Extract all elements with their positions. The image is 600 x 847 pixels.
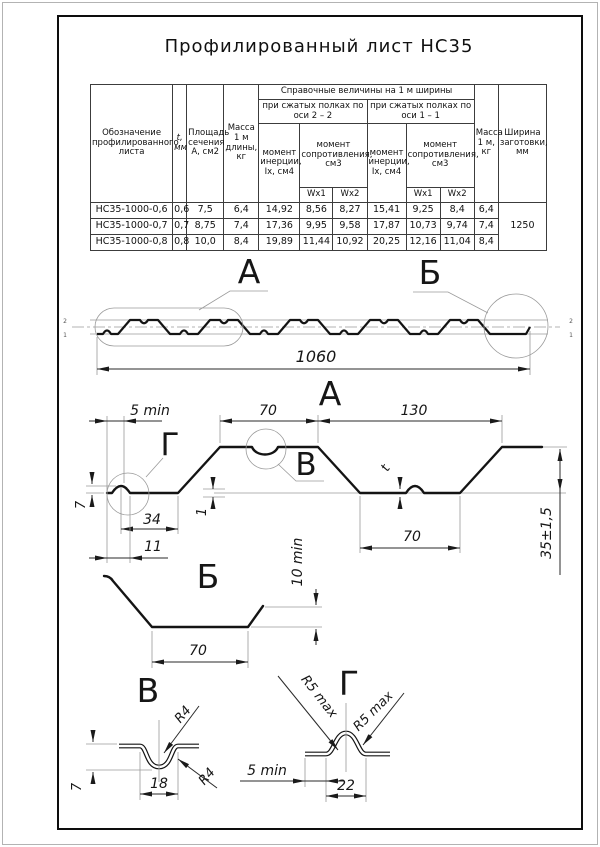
axis-2-label: 2	[63, 318, 67, 325]
header-resistance-22: момент сопротивления, см3	[300, 124, 367, 188]
header-resistance-11: момент сопротивления, см3	[406, 124, 474, 188]
detail-a-leader	[199, 291, 268, 310]
svg-text:130: 130	[400, 403, 428, 419]
svg-text:18: 18	[150, 776, 168, 792]
callout-a-label: А	[237, 252, 261, 291]
header-inertia-11: момент инерции, Iх, см4	[367, 124, 406, 203]
table-cell: 7,5	[187, 203, 224, 219]
bump-profile	[305, 733, 390, 754]
svg-text:5 min: 5 min	[130, 403, 170, 419]
main-profile-view	[63, 252, 573, 375]
table-cell: НС35-1000-0,7	[91, 219, 173, 235]
table-cell: 6,4	[474, 203, 498, 219]
callout-v-label: В	[295, 447, 317, 483]
callout-b-label: Б	[418, 253, 442, 292]
dim-edge-height-10min	[251, 538, 322, 645]
header-reference-group: Справочные величины на 1 м ширины	[259, 85, 474, 100]
table-cell: 9,95	[300, 219, 333, 235]
header-axis-2-2: при сжатых полках по оси 2 – 2	[259, 100, 367, 124]
svg-text:10 min: 10 min	[290, 537, 306, 587]
svg-text:70: 70	[403, 529, 421, 545]
svg-text:35±1,5: 35±1,5	[539, 507, 555, 559]
header-wx2: Wx2	[440, 188, 474, 203]
table-cell: 15,41	[367, 203, 406, 219]
detail-g-view	[240, 664, 404, 802]
table-cell: 10,92	[333, 235, 367, 251]
svg-text:1: 1	[195, 507, 210, 517]
detail-a-view	[74, 374, 567, 575]
detail-g-title: Г	[338, 664, 360, 703]
header-area: Площадь сечения А, см2	[187, 85, 224, 203]
dim-34	[121, 488, 178, 534]
svg-text:70: 70	[189, 643, 207, 659]
dim-height-35	[539, 449, 560, 575]
svg-text:11: 11	[144, 539, 162, 555]
svg-text:5 min: 5 min	[247, 763, 287, 779]
callout-v	[246, 429, 324, 483]
table-cell: 20,25	[367, 235, 406, 251]
radius-callout-r4-bottom	[178, 759, 219, 788]
table-cell: 6,4	[224, 203, 259, 219]
table-cell: 9,25	[406, 203, 440, 219]
header-inertia-22: момент инерции, Iх, см4	[259, 124, 300, 203]
table-cell: 0,6	[173, 203, 187, 219]
axis-1-label: 1	[569, 332, 573, 339]
table-cell: 9,74	[440, 219, 474, 235]
header-axis-1-1: при сжатых полках по оси 1 – 1	[367, 100, 474, 124]
detail-v-view	[70, 671, 219, 800]
header-wx1: Wx1	[406, 188, 440, 203]
detail-b-circle	[484, 294, 548, 358]
table-cell: 7,4	[474, 219, 498, 235]
table-cell: 11,44	[300, 235, 333, 251]
header-wx1: Wx1	[300, 188, 333, 203]
callout-g	[107, 427, 179, 515]
dim-edge-5min	[240, 758, 344, 787]
table-cell: 8,75	[187, 219, 224, 235]
dim-1060	[97, 331, 530, 375]
table-cell: 19,89	[259, 235, 300, 251]
table-cell: 12,16	[406, 235, 440, 251]
detail-a-title: А	[318, 374, 342, 413]
detail-b-leader	[413, 292, 488, 313]
svg-text:34: 34	[143, 512, 161, 528]
table-cell: НС35-1000-0,6	[91, 203, 173, 219]
svg-text:t: t	[378, 462, 394, 475]
dim-depth-7	[70, 730, 93, 791]
dim-thickness-t	[378, 462, 400, 509]
overall-width-dim: 1060	[295, 347, 337, 366]
page-title: Профилированный лист НС35	[164, 36, 474, 57]
header-wx2: Wx2	[333, 188, 367, 203]
svg-text:7: 7	[70, 782, 85, 792]
dim-1	[195, 478, 225, 516]
table-cell-blank-width: 1250	[498, 203, 546, 251]
detail-b-title: Б	[196, 557, 220, 596]
header-blank-width: Ширина заготовки, мм	[498, 85, 546, 203]
table-cell: 9,58	[333, 219, 367, 235]
axis-2-label: 2	[569, 318, 573, 325]
table-cell: 10,73	[406, 219, 440, 235]
svg-text:R4: R4	[172, 703, 195, 727]
table-cell: 17,87	[367, 219, 406, 235]
table-cell: 7,4	[224, 219, 259, 235]
axis-1-label: 1	[63, 332, 67, 339]
svg-text:70: 70	[259, 403, 277, 419]
table-cell: НС35-1000-0,8	[91, 235, 173, 251]
table-cell: 17,36	[259, 219, 300, 235]
svg-text:R4: R4	[196, 765, 219, 789]
table-cell: 14,92	[259, 203, 300, 219]
table-cell: 10,0	[187, 235, 224, 251]
table-cell: 0,8	[173, 235, 187, 251]
detail-b-view	[104, 538, 322, 668]
svg-text:7: 7	[74, 500, 89, 510]
table-cell: 0,7	[173, 219, 187, 235]
dim-top-flange-70	[220, 403, 318, 443]
header-thickness: t, мм	[173, 85, 187, 203]
header-designation: Обозначение профилированного листа	[91, 85, 173, 203]
radius-callout-r5-left	[278, 673, 340, 750]
callout-g-label: Г	[160, 427, 180, 463]
table-cell: 8,4	[474, 235, 498, 251]
svg-text:22: 22	[337, 778, 355, 794]
table-cell: 8,4	[440, 203, 474, 219]
table-cell: 8,56	[300, 203, 333, 219]
dim-flange-70	[152, 631, 248, 668]
header-mass-length: Масса 1 м длины, кг	[224, 85, 259, 203]
table-cell: 8,4	[224, 235, 259, 251]
table-cell: 11,04	[440, 235, 474, 251]
header-mass: Масса 1 м, кг	[474, 85, 498, 203]
svg-text:R5 max: R5 max	[297, 672, 340, 722]
table-cell: 8,27	[333, 203, 367, 219]
svg-text:R5 max: R5 max	[350, 688, 397, 735]
detail-v-title: В	[136, 671, 160, 710]
dim-rib-spacing-130	[318, 403, 502, 443]
dim-bottom-flange-70	[360, 496, 460, 553]
edge-profile	[104, 576, 263, 627]
